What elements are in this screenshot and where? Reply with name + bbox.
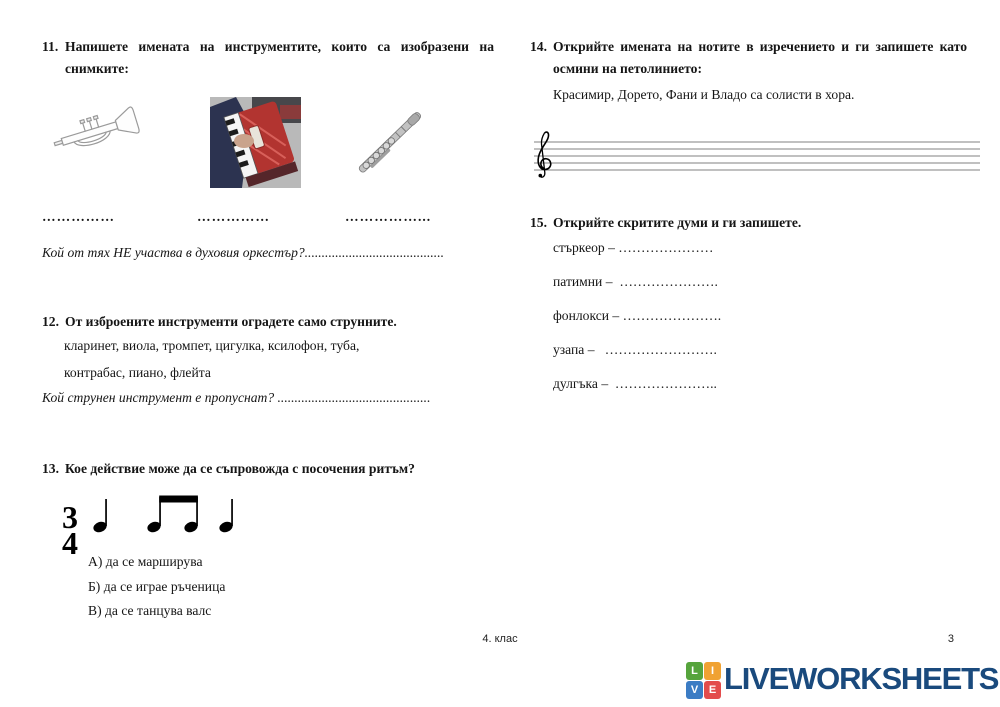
footer-class-label: 4. клас bbox=[482, 633, 518, 645]
trumpet-image bbox=[50, 100, 146, 166]
option-a[interactable]: А) да се марширува bbox=[88, 554, 203, 569]
question-11-number: 11. bbox=[42, 39, 59, 54]
question-12-subquestion[interactable]: Кой струнен инструмент е пропуснат? ............................................. bbox=[42, 390, 431, 405]
question-12-title: От изброените инструменти оградете само струнните. bbox=[65, 314, 397, 329]
hidden-word-item-1[interactable]: стъркеор – ………………… bbox=[553, 240, 714, 255]
logo-square-e: E bbox=[704, 681, 721, 699]
question-12-instrument-list-line2[interactable]: контрабас, пиано, флейта bbox=[64, 365, 211, 380]
liveworksheets-logo-text: LIVEWORKSHEETS bbox=[724, 661, 999, 696]
flute-image bbox=[347, 96, 435, 188]
time-signature-bottom: 4 bbox=[62, 525, 78, 561]
time-signature-top: 3 bbox=[62, 499, 78, 535]
hidden-word-item-5[interactable]: дулгъка – ………………….. bbox=[553, 376, 717, 391]
beamed-eighth-notes bbox=[146, 496, 199, 535]
answer-blank-1[interactable]: …………… bbox=[42, 209, 115, 224]
music-staff[interactable] bbox=[528, 128, 986, 182]
treble-clef-icon bbox=[538, 132, 551, 177]
question-12-instrument-list-line1[interactable]: кларинет, виола, тромпет, цигулка, ксилофон, туба, bbox=[64, 338, 360, 353]
question-11-subquestion[interactable]: Кой от тях НЕ участва в духовия оркестър?......................................... bbox=[42, 245, 444, 260]
question-13-number: 13. bbox=[42, 461, 59, 476]
hidden-word-item-2[interactable]: патимни – …………………. bbox=[553, 274, 718, 289]
quarter-note-2 bbox=[218, 499, 234, 534]
option-v[interactable]: В) да се танцува валс bbox=[88, 603, 212, 618]
hidden-word-item-4[interactable]: узапа – ……………………. bbox=[553, 342, 717, 357]
question-15-number: 15. bbox=[530, 215, 547, 230]
logo-square-i: I bbox=[704, 662, 721, 680]
question-13-title: Кое действие може да се съпровожда с посочения ритъм? bbox=[65, 461, 415, 476]
question-11-title: Напишете имената на инструментите, които са изобразени на снимките: bbox=[65, 39, 494, 76]
question-13-options bbox=[88, 550, 225, 624]
hidden-word-item-3[interactable]: фонлокси – …………………. bbox=[553, 308, 722, 323]
option-b[interactable]: Б) да се играе ръченица bbox=[88, 578, 226, 594]
question-14-title: Открийте имената на нотите в изречението и ги запишете като осмини на петолинието: bbox=[553, 39, 967, 76]
liveworksheets-logo-icon bbox=[686, 662, 721, 699]
question-12-number: 12. bbox=[42, 314, 59, 329]
question-12-heading bbox=[42, 311, 494, 333]
logo-square-l: L bbox=[686, 662, 703, 680]
quarter-note-1 bbox=[92, 499, 108, 534]
question-14-number: 14. bbox=[530, 39, 547, 54]
question-15-title: Открийте скритите думи и ги запишете. bbox=[553, 215, 802, 230]
page-number: 3 bbox=[947, 633, 954, 645]
question-11-heading bbox=[42, 36, 494, 80]
answer-blank-2[interactable]: …………… bbox=[197, 209, 270, 224]
question-13-heading bbox=[42, 458, 494, 480]
question-14-heading bbox=[530, 36, 967, 80]
liveworksheets-logo[interactable] bbox=[686, 660, 998, 699]
accordion-image bbox=[210, 97, 301, 188]
question-14-sentence: Красимир, Дорето, Фани и Владо са солисти в хора. bbox=[553, 87, 855, 102]
question-15-items bbox=[553, 231, 721, 401]
logo-square-v: V bbox=[686, 681, 703, 699]
answer-blank-3[interactable]: ……………... bbox=[345, 209, 432, 224]
